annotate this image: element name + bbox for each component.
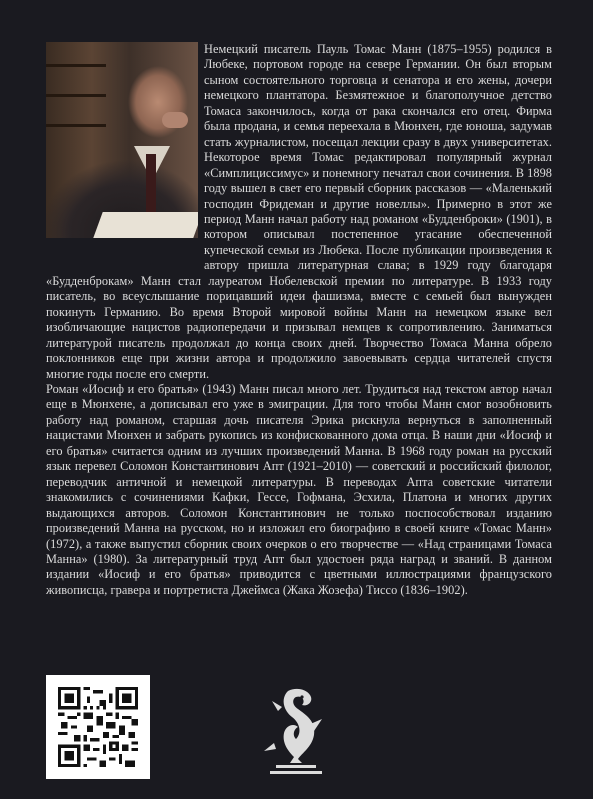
novel-paragraph: Роман «Иосиф и его братья» (1943) Манн писал много лет. Трудиться над текстом автор начал еще в Мюнхене, а дописывал его уже в эмиграции. Для того чтобы Манн смог возобновить работу над романом, старшая дочь писателя Эрика рискнула вернуться в заполненный нацистами Мюнхен и забрать рукопись из конфискованного дома отца. В наши дни «Иосиф и его братья» считается одним из лучших произведений Манна. В 1968 году роман на русский язык перевел Соломон Константинович Апт (1921–2010) — советский и российский филолог, переводчик античной и немецкой литературы. В переводах Апта советские читатели знакомились с сочинениями Кафки, Гессе, Гофмана, Эсхила, Платона и многих других выдающихся авторов. Соломон Константинович не только поспособствовал изданию произведений Манна на русском, но и изложил его биографию в своей книге «Томас Манн» (1972), а также выпустил сборник своих очерков о его творчестве — «Над страницами Томаса Манна» (1980). За литературный труд Апт был удостоен ряда наград и званий. В данном издании «Иосиф и его братья» приводится с цветными иллюстрациями французского живописца, гравера и портретиста Джеймса (Жака Жозефа) Тиссо (1836–1902). xyxy=(46,381,552,597)
qr-code xyxy=(46,675,150,779)
qr-code-pattern xyxy=(58,687,138,767)
biography-paragraph: Немецкий писатель Пауль Томас Манн (1875–1955) родился в Любеке, портовом городе на севере Германии. Он был вторым сыном состоятельного торговца и сенатора и его жены, дочери немецкого плантатора. Безмятежное и благополучное детство Томаса закончилось, когда от рака скончался его отец. Фирма была продана, и семья переехала в Мюнхен, где юноша, задумав стать журналистом, посещал лекции сразу в двух университетах. Некоторое время Томас редактировал популярный журнал «Симплициссимус» и понемногу печатал свои сочинения. В 1898 году вышел в свет его первый сборник рассказов — «Маленький господин Фридеман и другие новеллы». Примерно в этот же период Манн начал работу над романом «Будденброки» (1901), в котором описывал постепенное угасание обеспеченной купеческой семьи из Любека. После публикации произведения к автору пришла литературная слава; в 1929 году благодаря «Будденброкам» Манн стал лауреатом Нобелевской премии по литературе. В 1933 году писатель, во всеуслышание порицавший идеи фашизма, вместе с семьей был вынужден покинуть Германию. Во время Второй мировой войны Манн на немецком языке вел изобличающие нацистов радиопередачи и призывал немцев к сопротивлению. Заниматься литературой писатель продолжал до конца своих дней. Творчество Томаса Манна обрело поклонников еще при жизни автора и продолжило завоевывать сердца читателей спустя многие годы после его смерти. xyxy=(46,42,553,381)
publisher-logo xyxy=(258,685,334,777)
back-cover-text xyxy=(46,42,552,598)
